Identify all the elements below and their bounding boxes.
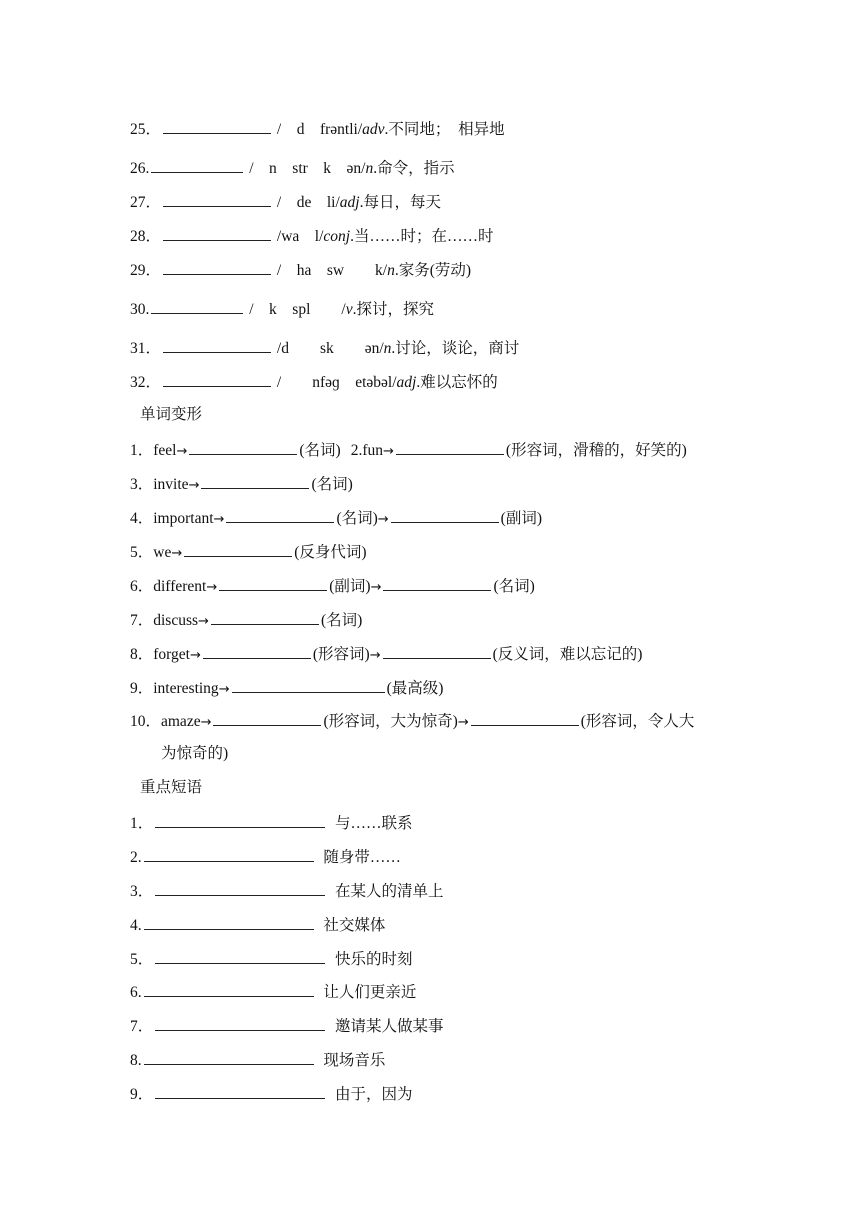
word-form-item bbox=[130, 541, 367, 564]
meaning: .命令，指示 bbox=[373, 160, 455, 177]
word-form-item bbox=[130, 507, 542, 530]
meaning: .家务(劳动) bbox=[394, 262, 472, 279]
meaning: .每日，每天 bbox=[359, 194, 441, 211]
meaning: 现场音乐 bbox=[323, 1052, 386, 1069]
item-number: 26. bbox=[130, 160, 150, 177]
answer-blank[interactable] bbox=[211, 609, 319, 625]
word-text: 9．interesting bbox=[130, 680, 219, 697]
phrase-item bbox=[130, 948, 413, 970]
answer-blank[interactable] bbox=[471, 710, 579, 726]
word-form-item bbox=[130, 677, 443, 700]
note: (副词) bbox=[329, 578, 371, 595]
arrow-icon: → bbox=[189, 648, 201, 663]
item-number: 27． bbox=[130, 194, 162, 211]
phonetic: /d sk ən/ bbox=[276, 340, 384, 357]
note: (名词) bbox=[320, 612, 363, 629]
word-text: 5．we bbox=[130, 544, 172, 561]
meaning: .讨论，谈论，商讨 bbox=[391, 340, 520, 357]
word-text: 1．feel bbox=[130, 442, 177, 459]
answer-blank[interactable] bbox=[163, 225, 271, 241]
arrow-icon: → bbox=[218, 682, 230, 697]
arrow-icon: → bbox=[200, 715, 212, 730]
arrow-icon: → bbox=[188, 478, 200, 493]
item-number: 29． bbox=[130, 262, 162, 279]
item-number: 32． bbox=[130, 374, 162, 391]
word-form-item bbox=[130, 473, 353, 496]
phrase-item bbox=[130, 812, 413, 834]
phrase-item bbox=[130, 880, 444, 902]
item-number: 3． bbox=[130, 883, 154, 900]
meaning: .不同地； 相异地 bbox=[384, 121, 505, 138]
item-number: 25． bbox=[130, 121, 162, 138]
vocab-item bbox=[130, 259, 471, 281]
phonetic: / n str k ən/ bbox=[249, 160, 366, 177]
answer-blank[interactable] bbox=[144, 981, 314, 997]
item-number: 7． bbox=[130, 1018, 154, 1035]
answer-blank[interactable] bbox=[163, 259, 271, 275]
arrow-icon: → bbox=[176, 444, 188, 459]
word-text: 7．discuss bbox=[130, 612, 199, 629]
item-number: 9． bbox=[130, 1086, 154, 1103]
vocab-item bbox=[130, 225, 493, 247]
item-number: 2. bbox=[130, 849, 142, 866]
phonetic: / k spl / bbox=[249, 301, 346, 318]
answer-blank[interactable] bbox=[144, 1049, 314, 1065]
note: (名词) bbox=[299, 442, 341, 459]
answer-blank[interactable] bbox=[383, 643, 491, 659]
vocab-item bbox=[130, 157, 455, 179]
note: (反身代词) bbox=[294, 544, 367, 561]
answer-blank[interactable] bbox=[155, 1015, 325, 1031]
answer-blank[interactable] bbox=[155, 948, 325, 964]
arrow-icon: → bbox=[370, 580, 382, 595]
answer-blank[interactable] bbox=[163, 191, 271, 207]
phrases-heading: 重点短语 bbox=[140, 779, 203, 796]
arrow-icon: → bbox=[457, 715, 469, 730]
meaning: .难以忘怀的 bbox=[416, 374, 498, 391]
phrase-item bbox=[130, 846, 401, 868]
word-text: 3．invite bbox=[130, 476, 189, 493]
meaning: 让人们更亲近 bbox=[323, 984, 417, 1001]
word-forms-heading: 单词变形 bbox=[140, 406, 203, 423]
answer-blank[interactable] bbox=[144, 914, 314, 930]
note: (名词) bbox=[311, 476, 353, 493]
phonetic: / de li/ bbox=[276, 194, 340, 211]
answer-blank[interactable] bbox=[163, 371, 271, 387]
phonetic: / ha sw k/ bbox=[276, 262, 388, 279]
word-text: 8．forget bbox=[130, 646, 190, 663]
note: (最高级) bbox=[386, 680, 444, 697]
phrase-item bbox=[130, 914, 385, 936]
arrow-icon: → bbox=[198, 614, 209, 629]
word-text: 2.fun bbox=[350, 442, 384, 459]
part-of-speech: adv bbox=[362, 121, 385, 138]
arrow-icon: → bbox=[171, 546, 183, 561]
part-of-speech: adj bbox=[396, 374, 417, 391]
note: (形容词) bbox=[312, 646, 370, 663]
answer-blank[interactable] bbox=[163, 118, 271, 134]
note: (名词) bbox=[493, 578, 535, 595]
word-text: 4．important bbox=[130, 510, 214, 527]
vocab-item bbox=[130, 337, 519, 359]
meaning: 快乐的时刻 bbox=[335, 951, 413, 968]
meaning: 在某人的清单上 bbox=[335, 883, 444, 900]
meaning: 社交媒体 bbox=[323, 917, 386, 934]
word-form-continuation: 为惊奇的) bbox=[161, 745, 229, 762]
vocab-item bbox=[130, 191, 441, 213]
arrow-icon: → bbox=[369, 648, 381, 663]
part-of-speech: n bbox=[365, 160, 374, 177]
note: (形容词，大为惊奇) bbox=[323, 713, 458, 730]
item-number: 28． bbox=[130, 228, 162, 245]
word-form-item bbox=[130, 575, 535, 598]
answer-blank[interactable] bbox=[155, 812, 325, 828]
meaning: 由于，因为 bbox=[335, 1086, 413, 1103]
answer-blank[interactable] bbox=[219, 575, 327, 591]
note: (形容词，滑稽的，好笑的) bbox=[505, 442, 687, 459]
meaning: 邀请某人做某事 bbox=[335, 1018, 444, 1035]
item-number: 6. bbox=[130, 984, 142, 1001]
phrase-item bbox=[130, 1083, 413, 1105]
item-number: 1． bbox=[130, 815, 154, 832]
word-form-item bbox=[130, 643, 642, 666]
answer-blank[interactable] bbox=[391, 507, 499, 523]
note: (反义词，难以忘记的) bbox=[492, 646, 643, 663]
vocab-item bbox=[130, 298, 434, 320]
arrow-icon: → bbox=[377, 512, 389, 527]
note: (形容词，令人大 bbox=[580, 713, 695, 730]
answer-blank[interactable] bbox=[184, 541, 292, 557]
word-text: 6．different bbox=[130, 578, 207, 595]
meaning: .当……时；在……时 bbox=[350, 228, 494, 245]
arrow-icon: → bbox=[206, 580, 218, 595]
meaning: .探讨，探究 bbox=[352, 301, 434, 318]
answer-blank[interactable] bbox=[151, 298, 243, 314]
answer-blank[interactable] bbox=[213, 710, 321, 726]
item-number: 5． bbox=[130, 951, 154, 968]
word-form-item bbox=[130, 710, 694, 733]
answer-blank[interactable] bbox=[155, 880, 325, 896]
phrase-item bbox=[130, 1015, 444, 1037]
answer-blank[interactable] bbox=[163, 337, 271, 353]
note: (名词) bbox=[336, 510, 378, 527]
item-number: 30. bbox=[130, 301, 150, 318]
answer-blank[interactable] bbox=[203, 643, 311, 659]
part-of-speech: n bbox=[383, 340, 392, 357]
answer-blank[interactable] bbox=[151, 157, 243, 173]
part-of-speech: conj bbox=[323, 228, 351, 245]
answer-blank[interactable] bbox=[144, 846, 314, 862]
answer-blank[interactable] bbox=[396, 439, 504, 455]
phrase-item bbox=[130, 981, 416, 1003]
arrow-icon: → bbox=[213, 512, 225, 527]
vocab-item bbox=[130, 118, 505, 140]
answer-blank[interactable] bbox=[155, 1083, 325, 1099]
word-form-item bbox=[130, 609, 362, 632]
part-of-speech: n bbox=[387, 262, 395, 279]
answer-blank[interactable] bbox=[232, 677, 385, 693]
item-number: 31． bbox=[130, 340, 162, 357]
phonetic: /wa l/ bbox=[276, 228, 324, 245]
note: (副词) bbox=[500, 510, 542, 527]
phonetic: / nfəɡ etəbəl/ bbox=[276, 374, 397, 391]
vocab-item bbox=[130, 371, 498, 393]
answer-blank[interactable] bbox=[201, 473, 309, 489]
answer-blank[interactable] bbox=[383, 575, 491, 591]
word-text: 10．amaze bbox=[130, 713, 201, 730]
item-number: 4. bbox=[130, 917, 142, 934]
word-form-item bbox=[130, 439, 687, 462]
arrow-icon: → bbox=[383, 444, 394, 459]
item-number: 8. bbox=[130, 1052, 142, 1069]
phrase-item bbox=[130, 1049, 385, 1071]
part-of-speech: adj bbox=[339, 194, 360, 211]
answer-blank[interactable] bbox=[189, 439, 297, 455]
phonetic: / d frəntli/ bbox=[276, 121, 363, 138]
meaning: 随身带…… bbox=[323, 849, 401, 866]
meaning: 与……联系 bbox=[335, 815, 413, 832]
part-of-speech: v bbox=[345, 301, 353, 318]
answer-blank[interactable] bbox=[226, 507, 334, 523]
